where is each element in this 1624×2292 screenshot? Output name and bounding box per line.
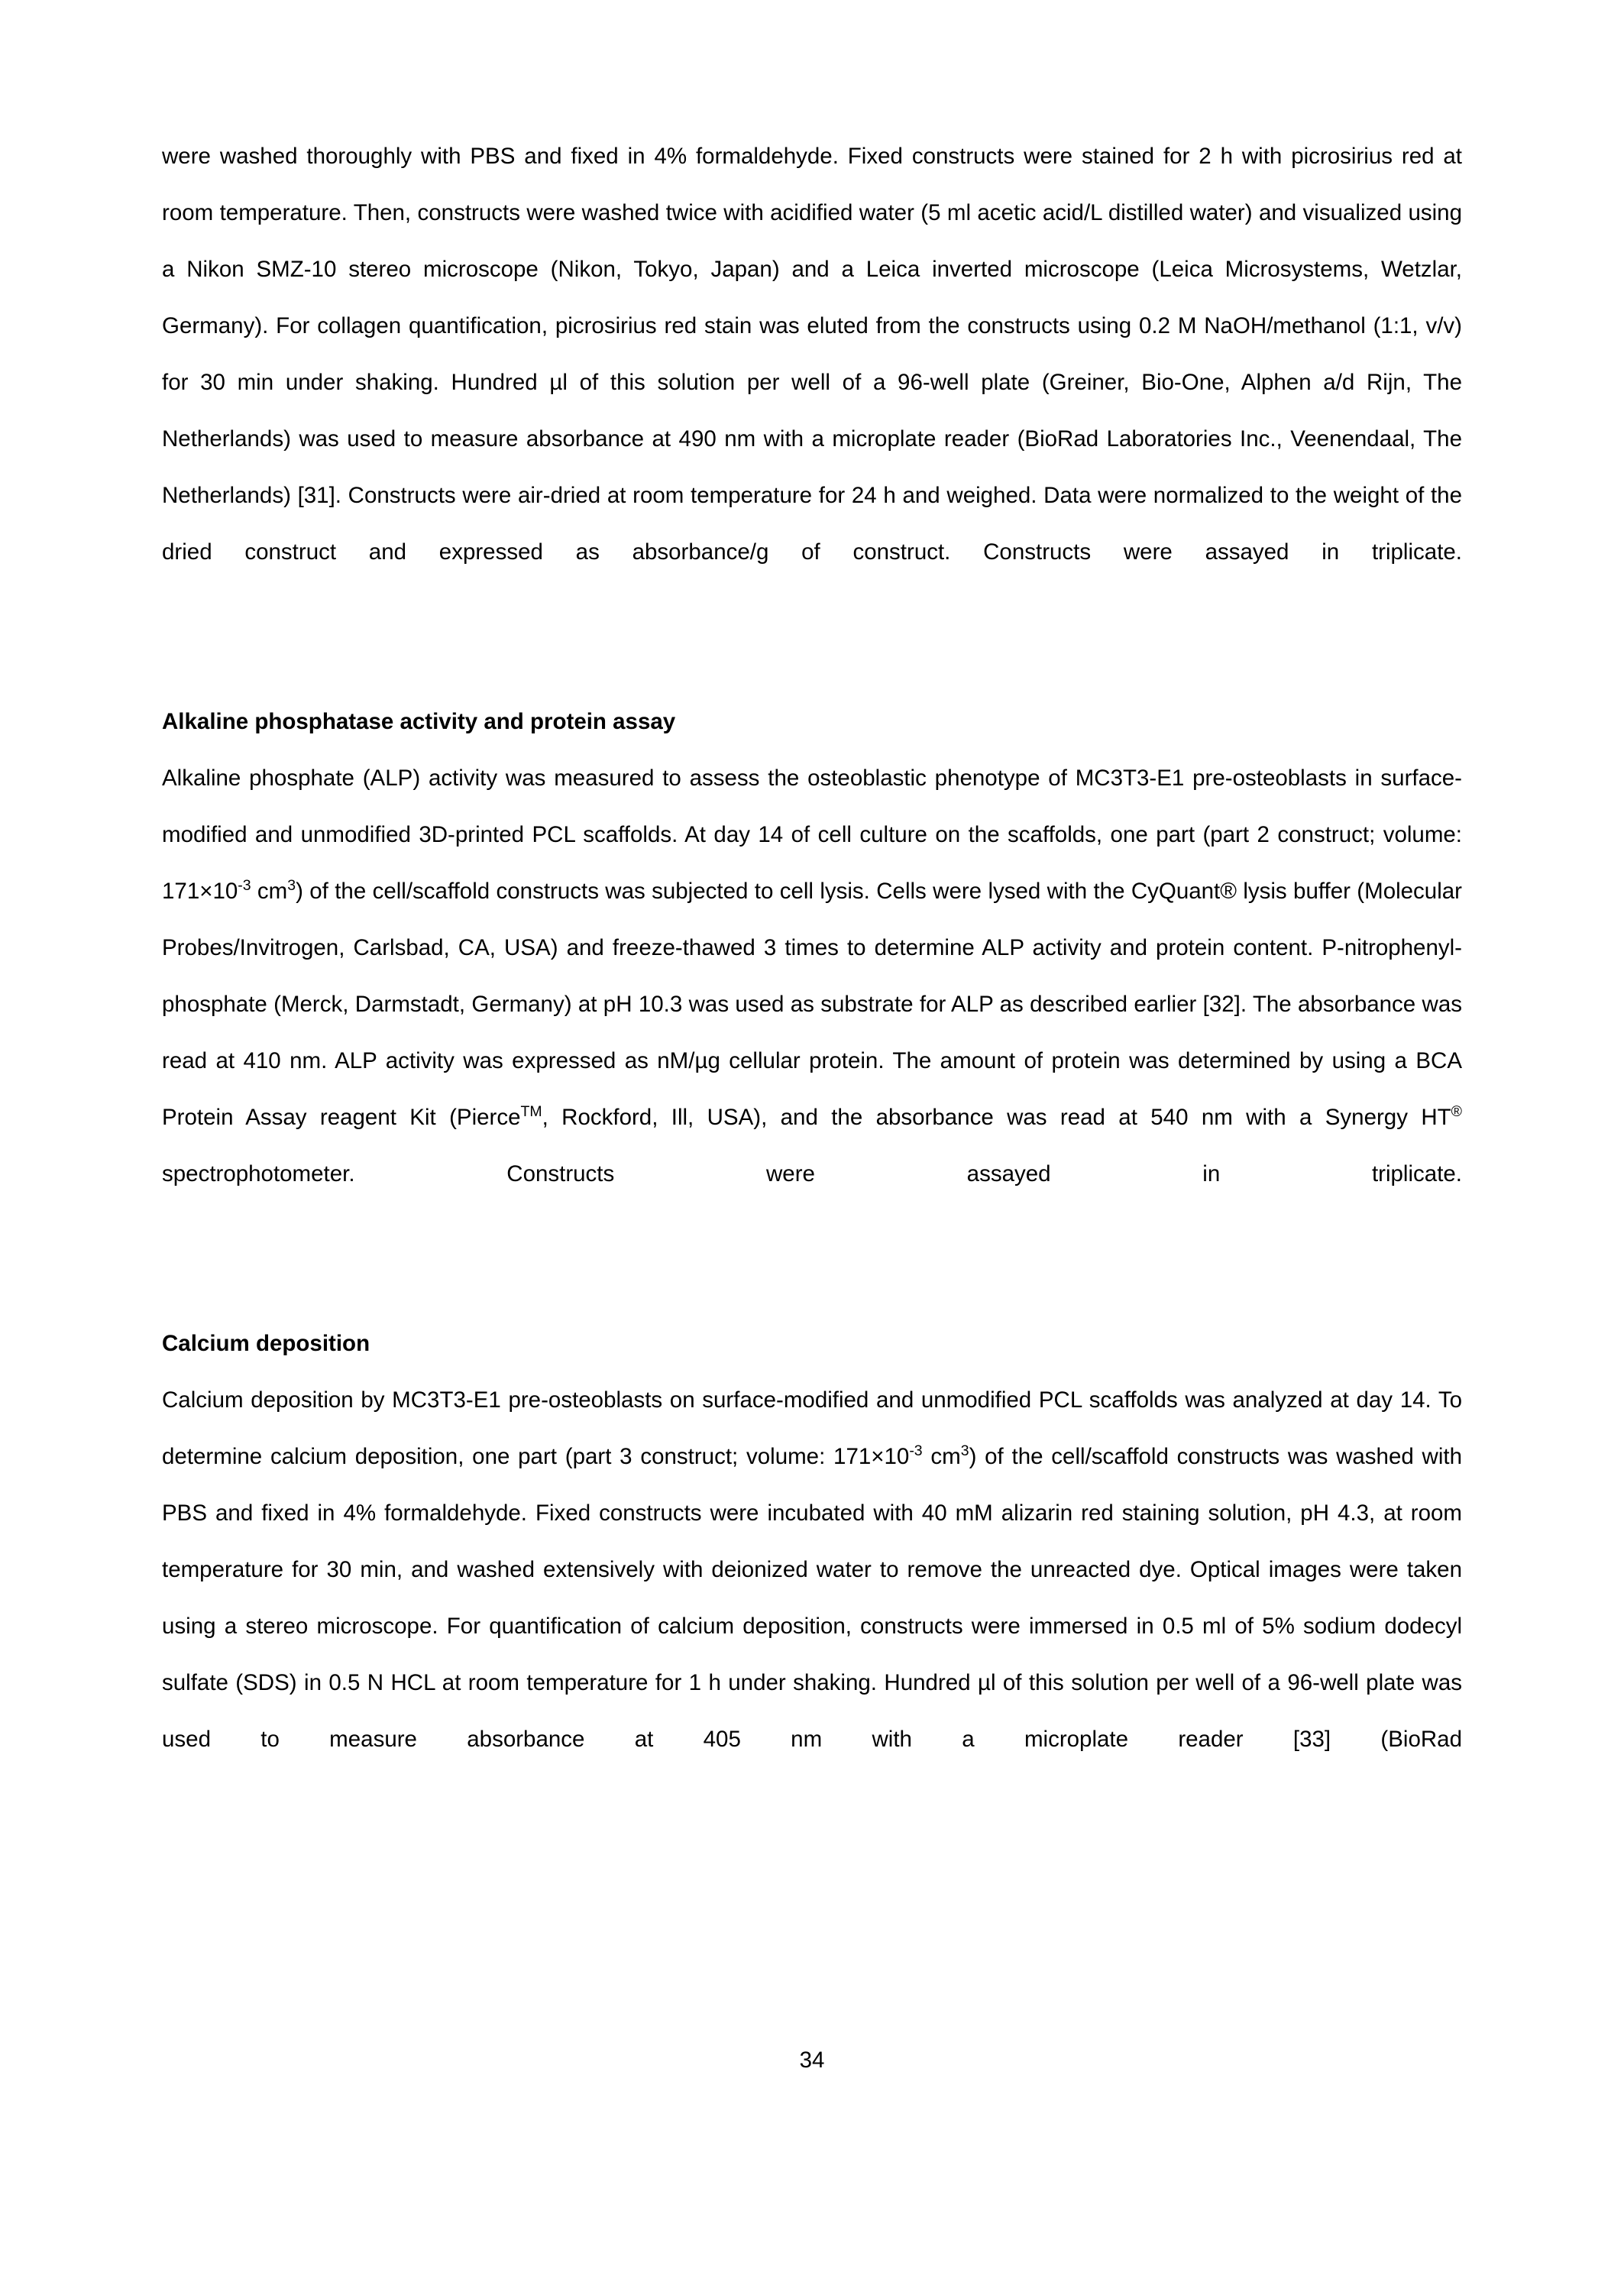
superscript: 3 bbox=[287, 877, 296, 895]
superscript: -3 bbox=[238, 877, 251, 895]
paragraph-calcium-deposition: Calcium deposition by MC3T3-E1 pre-osteoblasts on surface-modified and unmodified PCL scaffolds was analyzed at day 14. To determine calcium deposition, one part (part 3 construct; volume: $171\times 10^{-3}$ $cm^3$) of the cell/scaffold constructs was washed with PBS and fixed in 4% formaldehyde. Fixed constructs were incubated with 40 mM alizarin red staining solution, pH 4.3, at room temperature for 30 min, and washed extensively with deionized water to remove the unreacted dye. Optical images were taken using a stereo microscope. For quantification of calcium deposition, constructs were immersed in 0.5 ml of 5% sodium dodecyl sulfate (SDS) in 0.5 N HCL at room temperature for 1 h under shaking. Hundred µl of this solution per well of a 96-well plate was used to measure absorbance at 405 nm with a microplate reader [33] (BioRad bbox=[162, 1387, 1462, 1752]
paragraph-spacer bbox=[162, 637, 1462, 694]
superscript: ® bbox=[1451, 1103, 1462, 1121]
page-number: 34 bbox=[799, 2048, 825, 2073]
paragraph-picrosirius-red: were washed thoroughly with PBS and fixed in 4% formaldehyde. Fixed constructs were stained for 2 h with picrosirius red at room temperature. Then, constructs were washed twice with acidified water (5 ml acetic acid/L distilled water) and visualized using a Nikon SMZ-10 stereo microscope (Nikon, Tokyo, Japan) and a Leica inverted microscope (Leica Microsystems, Wetzlar, Germany). For collagen quantification, picrosirius red stain was eluted from the constructs using 0.2 M NaOH/methanol (1:1, v/v) for 30 min under shaking. Hundred µl of this solution per well of a 96-well plate (Greiner, Bio-One, Alphen a/d Rijn, The Netherlands) was used to measure absorbance at 490 nm with a microplate reader (BioRad Laboratories Inc., Veenendaal, The Netherlands) [31]. Constructs were air-dried at room temperature for 24 h and weighed. Data were normalized to the weight of the dried construct and expressed as absorbance/g of construct. Constructs were assayed in triplicate. bbox=[162, 144, 1462, 565]
paragraph-spacer-2 bbox=[162, 1259, 1462, 1316]
superscript: TM bbox=[520, 1103, 542, 1121]
paragraph-alp-assay: Alkaline phosphate (ALP) activity was measured to assess the osteoblastic phenotype of MC3T3-E1 pre-osteoblasts in surface-modified and unmodified 3D-printed PCL scaffolds. At day 14 of cell culture on the scaffolds, one part (part 2 construct; volume: $171\times 10^{-3}$ $cm^3$) of the cell/scaffold constructs was subjected to cell lysis. Cells were lysed with the CyQuant® lysis buffer (Molecular Probes/Invitrogen, Carlsbad, CA, USA) and freeze-thawed 3 times to determine ALP activity and protein content. P-nitrophenyl-phosphate (Merck, Darmstadt, Germany) at pH 10.3 was used as substrate for ALP as described earlier [32]. The absorbance was read at 410 nm. ALP activity was expressed as nM/µg cellular protein. The amount of protein was determined by using a BCA Protein Assay reagent Kit (Pierce™, Rockford, Ill, USA), and the absorbance was read at 540 nm with a Synergy HT® spectrophotometer. Constructs were assayed in triplicate. bbox=[162, 766, 1462, 1186]
heading-alkaline-phosphatase: Alkaline phosphatase activity and protein assay bbox=[162, 709, 676, 734]
superscript: -3 bbox=[909, 1442, 923, 1460]
superscript: 3 bbox=[960, 1442, 969, 1460]
heading-calcium-deposition: Calcium deposition bbox=[162, 1331, 370, 1356]
